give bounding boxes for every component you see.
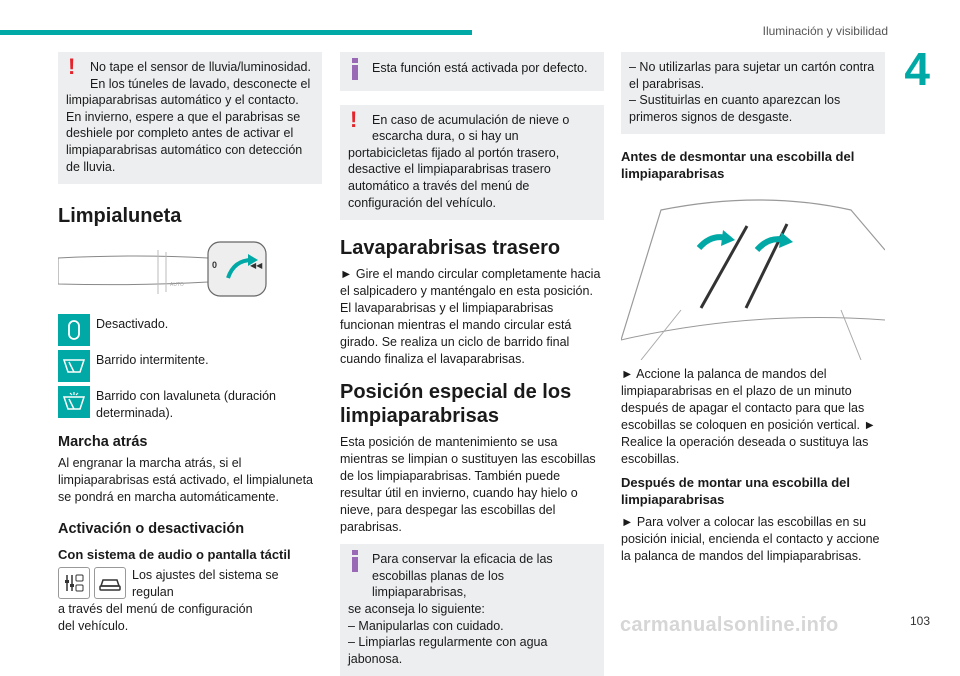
windshield-wipers-illustration	[621, 190, 885, 360]
wiper-modes-list	[58, 314, 322, 421]
info-list-item: – Manipularlas con cuidado.	[348, 618, 504, 633]
info-text-line: escobillas planas de los limpiaparabrisas,	[372, 568, 505, 600]
heading-marcha-atras: Marcha atrás	[58, 434, 148, 451]
warning-text: portabicicletas fijado al portón trasero, desactive el limpiaparabrisas trasero automático a través del menú de configuración del vehículo.	[348, 145, 560, 210]
warning-box-snow	[340, 105, 604, 221]
info-list-item: – No utilizarlas para sujetar un cartón contra el parabrisas.	[629, 60, 875, 91]
header-accent-bar	[0, 30, 472, 35]
warning-icon: !	[68, 54, 76, 79]
audio-text-line: Los ajustes del sistema se regulan	[132, 568, 279, 600]
info-text: se aconseja lo siguiente:	[348, 601, 485, 616]
wiper-off-icon	[58, 314, 90, 346]
warning-text-line: escarcha dura, o si hay un	[372, 129, 519, 144]
audio-text-line: a través del menú de configuración	[58, 602, 253, 617]
warning-text-line: No tape el sensor de lluvia/luminosidad.	[90, 60, 311, 74]
section-title: Iluminación y visibilidad	[762, 24, 888, 38]
column-3	[621, 52, 885, 565]
heading-activacion: Activación o desactivación	[58, 521, 245, 538]
chapter-number: 4	[904, 43, 930, 95]
warning-text-line: En los túneles de lavado, desconecte el	[90, 76, 311, 91]
mode-label: Barrido con lavaluneta (duración determinada).	[96, 389, 276, 420]
marcha-atras-text: Al engranar la marcha atrás, si el limpiaparabrisas está activado, el limpialuneta se pondrá en marcha automáticamente.	[58, 456, 313, 505]
info-box-continued	[621, 52, 885, 134]
despues-text: ► Para volver a colocar las escobillas en su posición inicial, encienda el contacto y accione la palanca de mandos del limpiaparabrisas.	[621, 515, 880, 564]
info-box-default	[340, 52, 604, 91]
warning-box-rain-sensor	[58, 52, 322, 184]
windshield-illustration	[621, 190, 885, 360]
column-1	[58, 52, 322, 635]
wiper-wash-icon	[58, 386, 90, 418]
info-box-escobillas	[340, 544, 604, 676]
mode-label: Desactivado.	[96, 317, 169, 332]
warning-icon: !	[350, 106, 358, 132]
lavaparabrisas-text: ► Gire el mando circular completamente hacia el salpicadero y manténgalo en esta posición. El lavaparabrisas y el limpiaparabrisas funcionan mientras el mando circular está girado. Se realiza un ciclo de barrido final cuando finaliza el lavaparabrisas.	[340, 267, 601, 367]
stalk-label-off: 0	[212, 260, 218, 271]
info-text-line: Para conservar la eficacia de las	[372, 552, 553, 567]
heading-despues-montar: Después de montar una escobilla del limpiaparabrisas	[621, 475, 851, 508]
car-settings-icon	[94, 567, 126, 599]
warning-text: limpiaparabrisas automático y el contacto. En invierno, espere a que el parabrisas se deshiele por completo antes de activar el limpiaparabrisas automático con detección de lluvia.	[66, 93, 303, 174]
page-number: 103	[909, 614, 930, 628]
wiper-stalk-illustration	[58, 238, 322, 308]
heading-audio-system: Con sistema de audio o pantalla táctil	[58, 547, 291, 563]
info-icon	[352, 58, 358, 80]
mode-row-off	[58, 314, 322, 346]
heading-lavaparabrisas: Lavaparabrisas trasero	[340, 237, 561, 260]
antes-text: ► Accione la palanca de mandos del limpiaparabrisas en el plazo de un minuto después de apagar el contacto para que las escobillas se coloquen en posición vertical. ► Realice la operación deseada o sustituya las escobillas.	[621, 367, 876, 467]
svg-text:◀◀: ◀◀	[250, 261, 263, 271]
stalk-label-auto: AUTO	[170, 282, 184, 289]
heading-posicion-especial: Posición especial de los limpiaparabrisas	[340, 381, 572, 428]
wiper-intermittent-icon	[58, 350, 90, 382]
settings-sliders-icon	[58, 567, 90, 599]
audio-settings-block	[58, 567, 322, 635]
info-list-item: – Sustituirlas en cuanto aparezcan los primeros signos de desgaste.	[629, 93, 841, 124]
audio-text-line: del vehículo.	[58, 619, 129, 634]
heading-limpialuneta: Limpialuneta	[58, 205, 182, 228]
stalk-illustration	[58, 238, 322, 308]
info-list-item: – Limpiarlas regularmente con agua jabonosa.	[348, 635, 548, 666]
mode-row-wash	[58, 386, 322, 421]
info-icon	[352, 550, 358, 572]
heading-antes-desmontar: Antes de desmontar una escobilla del limpiaparabrisas	[621, 149, 855, 182]
warning-text-line: En caso de acumulación de nieve o	[372, 112, 570, 127]
column-2	[340, 52, 604, 676]
mode-label: Barrido intermitente.	[96, 353, 209, 368]
mode-row-intermittent	[58, 350, 322, 382]
posicion-text: Esta posición de mantenimiento se usa mientras se limpian o sustituyen las escobillas de los limpiaparabrisas. También puede resultar útil en invierno, cuando hay hielo o nieve, para despegar las escobillas del parabrisas.	[340, 435, 596, 535]
watermark: carmanualsonline.info	[620, 614, 839, 636]
info-text: Esta función está activada por defecto.	[372, 61, 588, 75]
